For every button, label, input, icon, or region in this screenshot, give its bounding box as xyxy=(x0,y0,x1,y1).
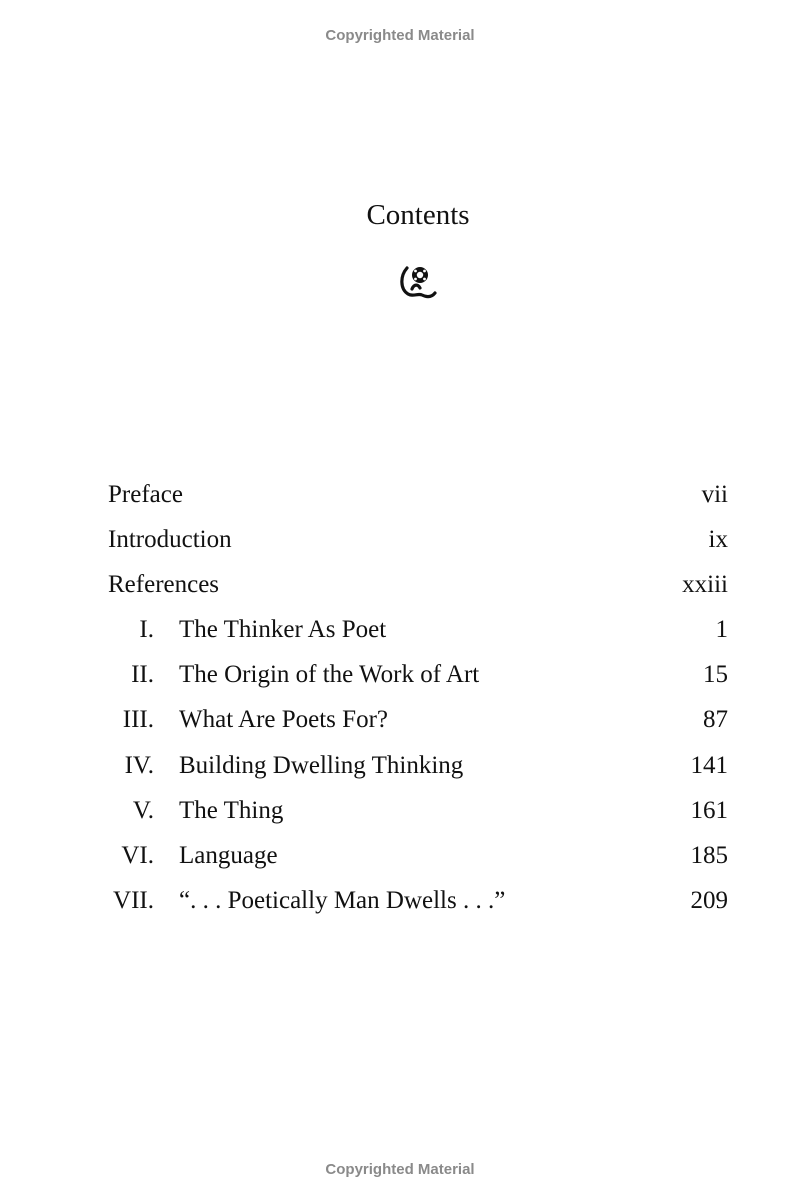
watermark-bottom: Copyrighted Material xyxy=(325,1161,475,1178)
toc-chapter-1[interactable] xyxy=(108,610,728,650)
chapter-title: What Are Poets For? xyxy=(179,706,388,733)
watermark-top: Copyrighted Material xyxy=(325,27,475,44)
chapter-number: VII. xyxy=(113,887,154,914)
chapter-title: The Origin of the Work of Art xyxy=(179,661,480,688)
toc-entry-references[interactable] xyxy=(108,565,728,605)
chapter-title: The Thinker As Poet xyxy=(179,616,387,643)
toc-chapter-5[interactable] xyxy=(108,791,728,831)
chapter-number: IV. xyxy=(124,752,154,779)
page-title: Contents xyxy=(366,199,470,231)
chapter-page: 185 xyxy=(690,842,728,869)
toc-entry-preface[interactable] xyxy=(108,475,728,515)
floral-ornament-icon xyxy=(398,262,438,300)
chapter-title: “. . . Poetically Man Dwells . . .” xyxy=(179,887,506,914)
toc-chapter-7[interactable] xyxy=(108,881,728,921)
chapter-title: Building Dwelling Thinking xyxy=(179,752,464,779)
chapter-page: 1 xyxy=(715,616,728,643)
toc-entry-title: References xyxy=(108,571,220,598)
chapter-page: 15 xyxy=(703,661,728,688)
toc-entry-page: ix xyxy=(708,526,728,553)
toc-entry-title: Preface xyxy=(108,481,183,508)
chapter-page: 161 xyxy=(690,797,728,824)
toc-chapter-3[interactable] xyxy=(108,700,728,740)
chapter-number: I. xyxy=(139,616,154,643)
toc-entry-introduction[interactable] xyxy=(108,520,728,560)
chapter-number: II. xyxy=(131,661,154,688)
chapter-number: III. xyxy=(122,706,154,733)
toc-chapter-2[interactable] xyxy=(108,655,728,695)
toc-entry-page: xxiii xyxy=(682,571,728,598)
chapter-title: The Thing xyxy=(179,797,284,824)
chapter-number: V. xyxy=(132,797,154,824)
chapter-page: 141 xyxy=(690,752,728,779)
chapter-page: 87 xyxy=(703,706,728,733)
chapter-title: Language xyxy=(179,842,278,869)
toc-chapter-6[interactable] xyxy=(108,836,728,876)
toc-entry-page: vii xyxy=(701,481,728,508)
chapter-number: VI. xyxy=(121,842,154,869)
toc-chapter-4[interactable] xyxy=(108,746,728,786)
chapter-page: 209 xyxy=(690,887,728,914)
toc-entry-title: Introduction xyxy=(108,526,232,553)
